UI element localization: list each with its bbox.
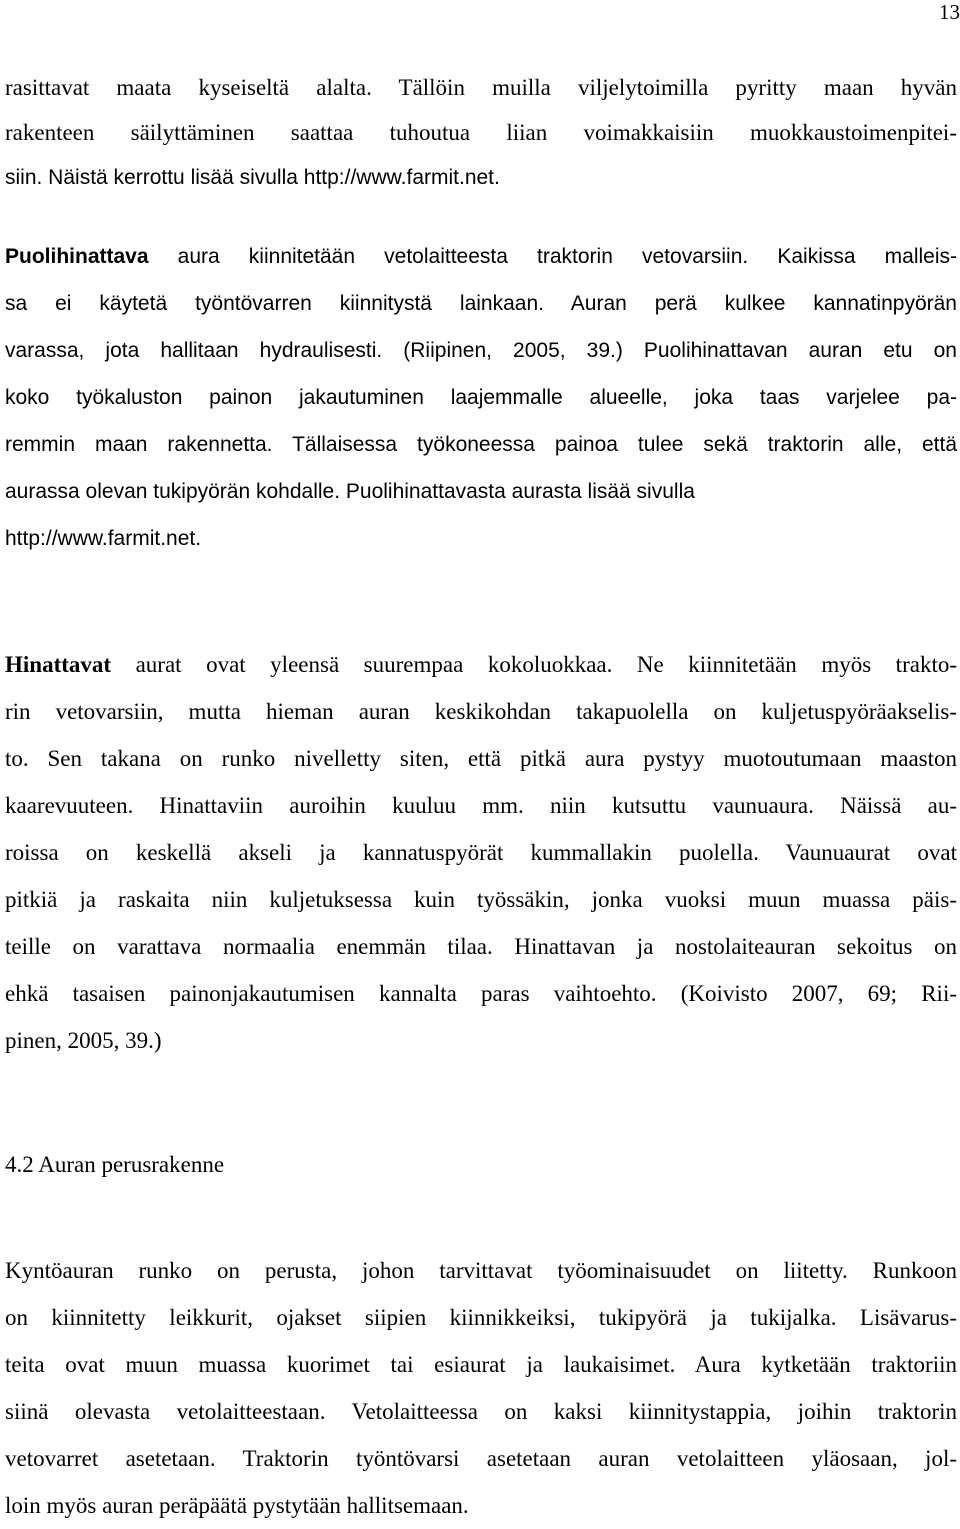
paragraph-continuation bbox=[5, 65, 957, 200]
text-line: teille on varattava normaalia enemmän tilaa. Hinattavan ja nostolaiteauran sekoitus on bbox=[5, 934, 957, 959]
text-line: rakenteen säilyttäminen saattaa tuhoutua liian voimakkaisiin muokkaustoimenpitei- bbox=[5, 120, 957, 145]
text-line: pitkiä ja raskaita niin kuljetuksessa kuin työssäkin, jonka vuoksi muun muassa päis- bbox=[5, 887, 957, 912]
text-line: loin myös auran peräpäätä pystytään hallitsemaan. bbox=[5, 1493, 469, 1518]
text-line bbox=[5, 233, 957, 280]
text-line: rin vetovarsiin, mutta hieman auran keskikohdan takapuolella on kuljetuspyöräakselis- bbox=[5, 699, 957, 724]
text-line: pinen, 2005, 39.) bbox=[5, 1028, 162, 1053]
text-line: Kyntöauran runko on perusta, johon tarvittavat työominaisuudet on liitetty. Runkoon bbox=[5, 1258, 957, 1283]
text-line: http://www.farmit.net. bbox=[5, 527, 202, 550]
text-line: siinä olevasta vetolaitteestaan. Vetolaitteessa on kaksi kiinnitystappia, joihin traktorin bbox=[5, 1399, 957, 1424]
text-line: varassa, jota hallitaan hydraulisesti. (Riipinen, 2005, 39.) Puolihinattavan auran etu on bbox=[5, 339, 957, 362]
text-line: rasittavat maata kyseiseltä alalta. Tällöin muilla viljelytoimilla pyritty maan hyvän bbox=[5, 75, 957, 100]
text-line: sa ei käytetä työntövarren kiinnitystä lainkaan. Auran perä kulkee kannatinpyörän bbox=[5, 292, 957, 315]
text-line: vetovarret asetetaan. Traktorin työntövarsi asetetaan auran vetolaitteen yläosaan, jol- bbox=[5, 1446, 957, 1471]
text-fragment: aurat ovat yleensä suurempaa kokoluokkaa. Ne kiinnitetään myös trakto- bbox=[111, 652, 957, 677]
section-heading: 4.2 Auran perusrakenne bbox=[5, 1152, 225, 1177]
text-line: roissa on keskellä akseli ja kannatuspyörät kummallakin puolella. Vaunuaurat ovat bbox=[5, 840, 957, 865]
text-line: teita ovat muun muassa kuorimet tai esiaurat ja laukaisimet. Aura kytketään traktoriin bbox=[5, 1352, 957, 1377]
text-line: siin. Näistä kerrottu lisää sivulla http://www.farmit.net. bbox=[5, 166, 500, 189]
paragraph-hinattavat bbox=[5, 641, 957, 1064]
text-line: on kiinnitetty leikkurit, ojakset siipien kiinnikkeiksi, tukipyörä ja tukijalka. Lisävarus- bbox=[5, 1305, 957, 1330]
text-line: to. Sen takana on runko nivelletty siten, että pitkä aura pystyy muotoutumaan maaston bbox=[5, 746, 957, 771]
page-number: 13 bbox=[939, 0, 960, 24]
bold-term: Hinattavat bbox=[5, 652, 112, 677]
text-line: kaarevuuteen. Hinattaviin auroihin kuuluu mm. niin kutsuttu vaunuaura. Näissä au- bbox=[5, 793, 957, 818]
bold-term: Puolihinattava bbox=[5, 245, 149, 268]
text-line: aurassa olevan tukipyörän kohdalle. Puolihinattavasta aurasta lisää sivulla bbox=[5, 480, 695, 503]
text-line: koko työkaluston painon jakautuminen laajemmalle alueelle, joka taas varjelee pa- bbox=[5, 386, 957, 409]
paragraph-puolihinattava bbox=[5, 233, 957, 562]
text-line: remmin maan rakennetta. Tällaisessa työkoneessa painoa tulee sekä traktorin alle, että bbox=[5, 433, 957, 456]
text-line bbox=[5, 641, 957, 688]
text-fragment: aura kiinnitetään vetolaitteesta traktorin vetovarsiin. Kaikissa malleis- bbox=[148, 245, 957, 268]
paragraph-perusrakenne bbox=[5, 1247, 957, 1529]
text-line: ehkä tasaisen painonjakautumisen kannalta paras vaihtoehto. (Koivisto 2007, 69; Rii- bbox=[5, 981, 957, 1006]
